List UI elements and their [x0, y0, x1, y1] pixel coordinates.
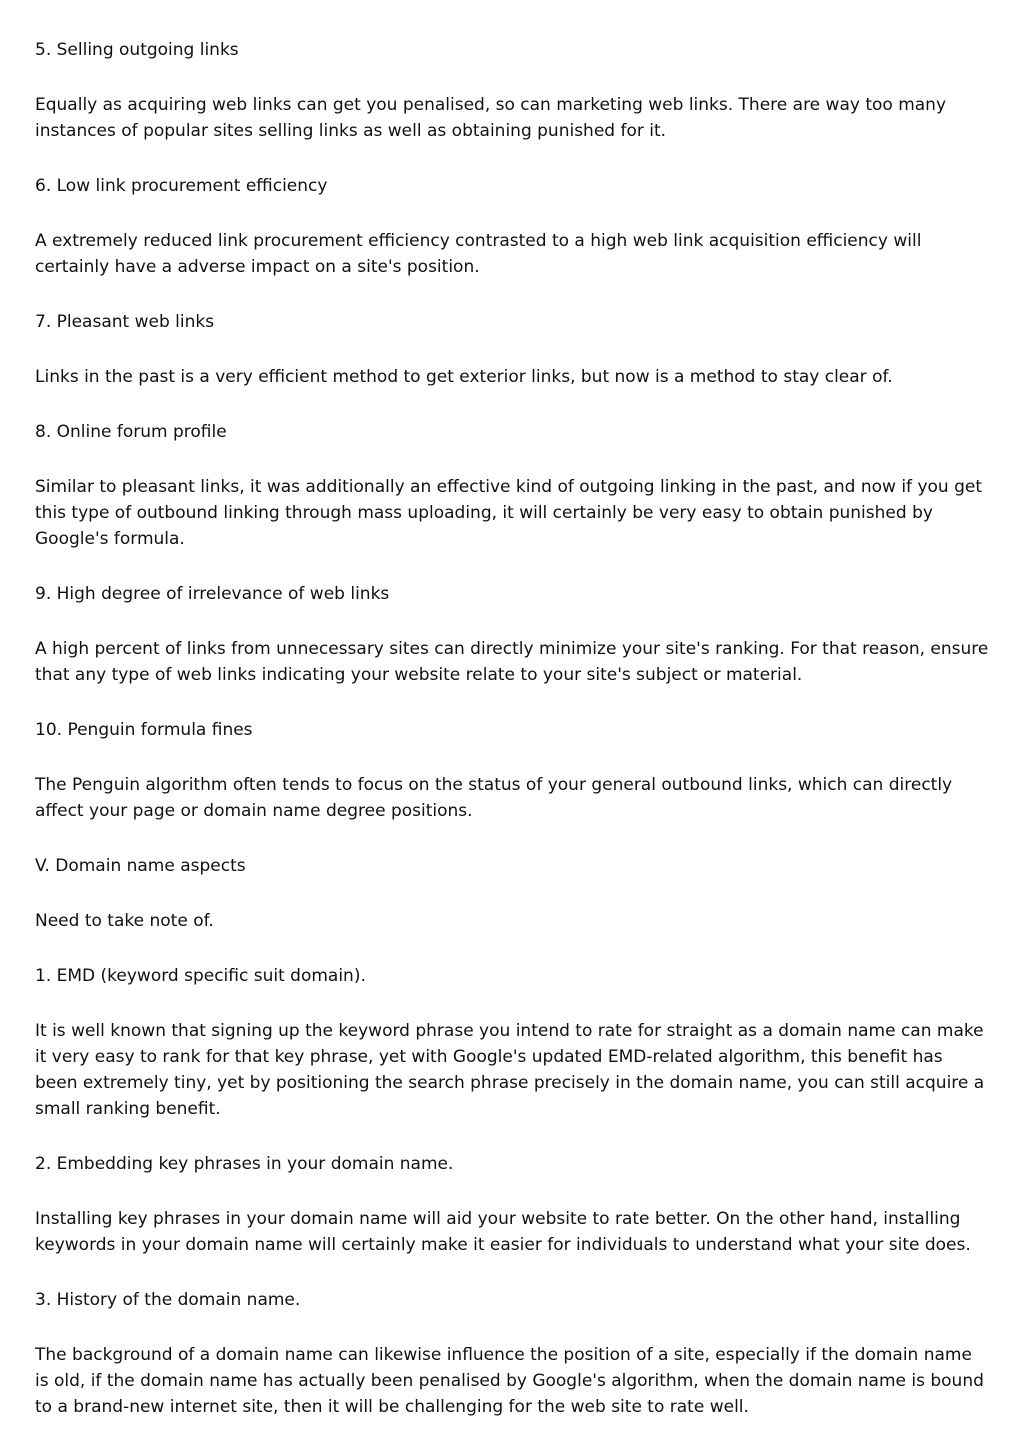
heading-selling-outgoing-links: 5. Selling outgoing links	[35, 40, 239, 60]
heading-domain-history: 3. History of the domain name.	[35, 1290, 301, 1310]
heading-low-link-procurement: 6. Low link procurement efficiency	[35, 176, 328, 196]
paragraph-online-forum-profile: Similar to pleasant links, it was additionally an effective kind of outgoing linking in the past, and now if you get this type of outbound linking through mass uploading, it will certainly be very easy to obtain punished by Google's formula.	[35, 477, 983, 549]
paragraph-embedding-key-phrases: Installing key phrases in your domain name will aid your website to rate better. On the other hand, installing keywords in your domain name will certainly make it easier for individuals to understand what your site does.	[35, 1209, 971, 1255]
paragraph-take-note: Need to take note of.	[35, 911, 214, 931]
heading-online-forum-profile: 8. Online forum profile	[35, 422, 227, 442]
heading-emd: 1. EMD (keyword specific suit domain).	[35, 966, 366, 986]
heading-pleasant-web-links: 7. Pleasant web links	[35, 312, 215, 332]
paragraph-irrelevance-of-links: A high percent of links from unnecessary sites can directly minimize your site's ranking. For that reason, ensure that any type of web links indicating your website relate to your site's subject or material.	[35, 639, 989, 685]
heading-penguin-fines: 10. Penguin formula fines	[35, 720, 253, 740]
document-body	[35, 37, 990, 1449]
paragraph-selling-outgoing-links: Equally as acquiring web links can get you penalised, so can marketing web links. There are way too many instances of popular sites selling links as well as obtaining punished for it.	[35, 95, 947, 141]
section-heading-domain-aspects: V. Domain name aspects	[35, 856, 246, 876]
paragraph-emd: It is well known that signing up the keyword phrase you intend to rate for straight as a domain name can make it very easy to rank for that key phrase, yet with Google's updated EMD-related algorithm, this benefit has been extremely tiny, yet by positioning the search phrase precisely in the domain name, you can still acquire a small ranking benefit.	[35, 1021, 985, 1119]
heading-embedding-key-phrases: 2. Embedding key phrases in your domain name.	[35, 1154, 454, 1174]
paragraph-pleasant-web-links: Links in the past is a very efficient method to get exterior links, but now is a method to stay clear of.	[35, 367, 893, 387]
heading-irrelevance-of-links: 9. High degree of irrelevance of web links	[35, 584, 390, 604]
paragraph-domain-history: The background of a domain name can likewise influence the position of a site, especially if the domain name is old, if the domain name has actually been penalised by Google's algorithm, when the domain name is bound to a brand-new internet site, then it will be challenging for the web site to rate well.	[35, 1345, 984, 1417]
paragraph-penguin-fines: The Penguin algorithm often tends to focus on the status of your general outbound links, which can directly affect your page or domain name degree positions.	[35, 775, 953, 821]
paragraph-low-link-procurement: A extremely reduced link procurement efficiency contrasted to a high web link acquisition efficiency will certainly have a adverse impact on a site's position.	[35, 231, 922, 277]
